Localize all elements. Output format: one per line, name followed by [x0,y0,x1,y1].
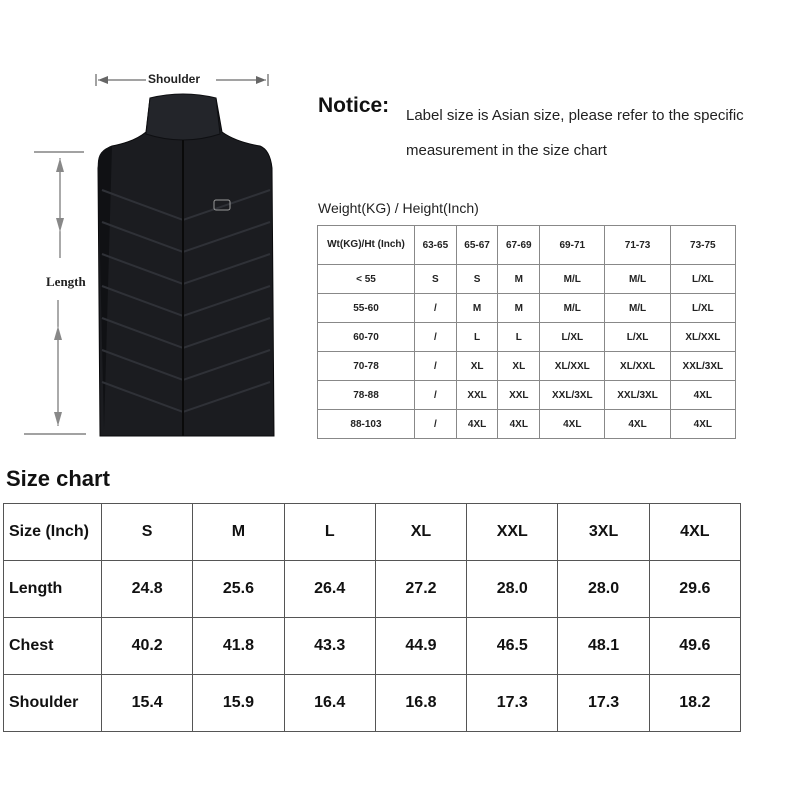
table-cell: 28.0 [558,561,649,618]
table-cell: / [415,352,457,381]
table-cell: 44.9 [375,618,466,675]
table-cell: M [498,265,540,294]
wh-header-cell: 69-71 [540,226,605,265]
vest-image [0,0,300,450]
table-cell: L/XL [670,294,735,323]
table-cell: 41.8 [193,618,284,675]
table-cell: M [456,294,498,323]
table-row [318,294,736,323]
table-row [318,352,736,381]
table-cell: XL [498,352,540,381]
table-cell: S [415,265,457,294]
wh-row-label: 70-78 [318,352,415,381]
shoulder-dimension-label: Shoulder [148,72,201,86]
table-cell: L/XL [605,323,670,352]
size-row-label: Length [4,561,102,618]
length-dimension-label: Length [46,274,86,289]
size-chart-table [3,503,741,732]
size-header-cell: Size (Inch) [4,504,102,561]
size-row-label: Chest [4,618,102,675]
size-chart-title: Size chart [6,466,110,491]
table-cell: 17.3 [467,675,558,732]
notice-text: Label size is Asian size, please refer to the specific measurement in the size chart [406,107,744,159]
table-row [318,381,736,410]
size-header-row [4,504,741,561]
wh-header-cell: 73-75 [670,226,735,265]
table-row [318,323,736,352]
table-cell: L [456,323,498,352]
table-cell: L/XL [540,323,605,352]
table-cell: L [498,323,540,352]
table-cell: 4XL [670,381,735,410]
table-cell: M/L [605,294,670,323]
table-cell: XL/XXL [605,352,670,381]
table-cell: / [415,381,457,410]
weight-height-caption: Weight(KG) / Height(Inch) [318,200,479,216]
table-cell: 4XL [605,410,670,439]
wh-row-label: 55-60 [318,294,415,323]
table-cell: M/L [540,294,605,323]
wh-row-label: < 55 [318,265,415,294]
weight-height-table [317,225,736,439]
table-cell: 27.2 [375,561,466,618]
size-header-cell: 4XL [649,504,740,561]
table-cell: L/XL [670,265,735,294]
vest-illustration [0,0,300,450]
table-cell: XXL [456,381,498,410]
table-cell: 43.3 [284,618,375,675]
table-cell: M/L [605,265,670,294]
table-cell: 4XL [540,410,605,439]
table-cell: 46.5 [467,618,558,675]
wh-header-cell: 65-67 [456,226,498,265]
table-cell: 49.6 [649,618,740,675]
size-header-cell: L [284,504,375,561]
table-cell: 26.4 [284,561,375,618]
table-cell: / [415,294,457,323]
table-cell: S [456,265,498,294]
notice-title: Notice: [318,94,390,117]
table-cell: 24.8 [102,561,193,618]
table-cell: 25.6 [193,561,284,618]
size-header-cell: XL [375,504,466,561]
wh-row-label: 78-88 [318,381,415,410]
wh-header-cell: 67-69 [498,226,540,265]
wh-row-label: 88-103 [318,410,415,439]
table-row [4,675,741,732]
table-cell: 29.6 [649,561,740,618]
table-cell: M/L [540,265,605,294]
wh-header-cell: 63-65 [415,226,457,265]
size-header-cell: 3XL [558,504,649,561]
table-cell: XL [456,352,498,381]
table-row [318,410,736,439]
table-cell: 17.3 [558,675,649,732]
table-cell: XXL/3XL [670,352,735,381]
table-cell: 15.4 [102,675,193,732]
table-cell: 28.0 [467,561,558,618]
wh-header-row [318,226,736,265]
table-cell: XL/XXL [670,323,735,352]
table-cell: 4XL [670,410,735,439]
table-cell: XXL/3XL [605,381,670,410]
table-cell: M [498,294,540,323]
table-cell: XXL [498,381,540,410]
table-cell: 16.4 [284,675,375,732]
size-header-cell: M [193,504,284,561]
table-row [318,265,736,294]
size-header-cell: S [102,504,193,561]
wh-header-cell: 71-73 [605,226,670,265]
table-cell: 16.8 [375,675,466,732]
size-header-cell: XXL [467,504,558,561]
table-row [4,561,741,618]
table-cell: XL/XXL [540,352,605,381]
table-cell: / [415,410,457,439]
table-cell: 4XL [456,410,498,439]
table-cell: 4XL [498,410,540,439]
table-row [4,618,741,675]
table-cell: 15.9 [193,675,284,732]
wh-row-label: 60-70 [318,323,415,352]
wh-header-cell: Wt(KG)/Ht (Inch) [318,226,415,265]
table-cell: 18.2 [649,675,740,732]
table-cell: 40.2 [102,618,193,675]
table-cell: XXL/3XL [540,381,605,410]
table-cell: / [415,323,457,352]
table-cell: 48.1 [558,618,649,675]
size-row-label: Shoulder [4,675,102,732]
